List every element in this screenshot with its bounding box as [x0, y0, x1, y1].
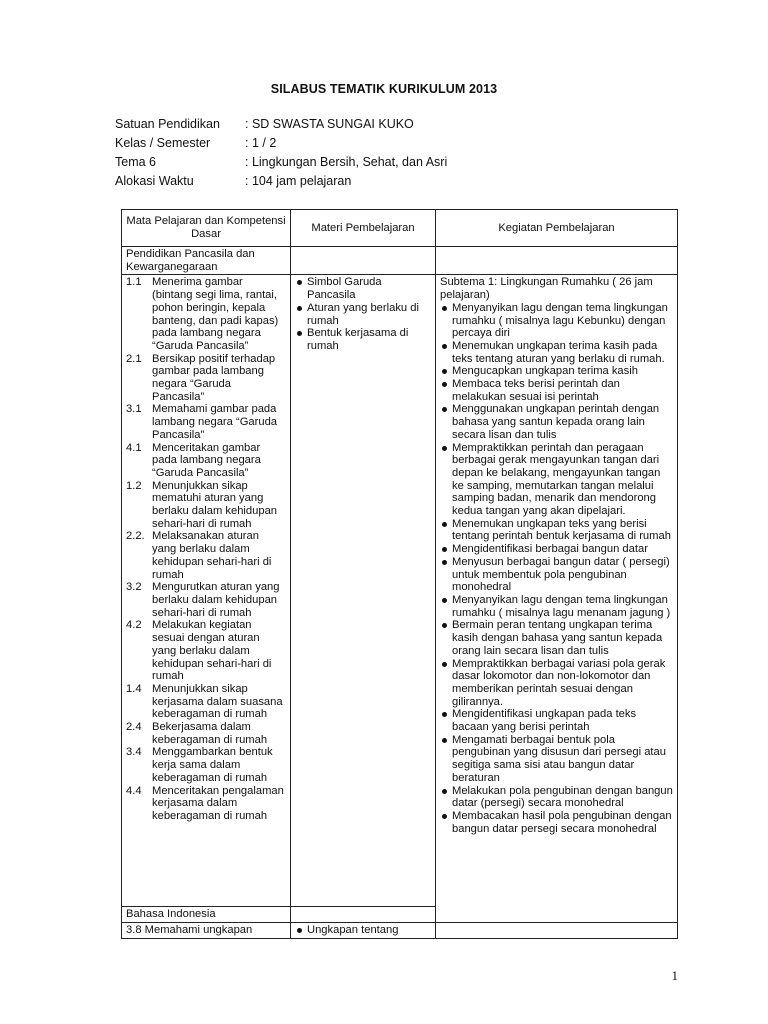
empty-cell	[436, 923, 678, 939]
kegiatan-item: Menyusun berbagai bangun datar ( persegi) untuk membentuk pola pengubinan monohedral	[440, 556, 673, 594]
kd-last-cell: 3.8 Memahami ungkapan	[122, 923, 291, 939]
kegiatan-item: Mengucapkan ungkapan terima kasih	[440, 365, 673, 378]
empty-cell	[436, 247, 678, 275]
kegiatan-item: Melakukan pola pengubinan dengan bangun datar (persegi) secara monohedral	[440, 785, 673, 810]
empty-cell	[291, 907, 436, 923]
meta-row-kelas	[115, 134, 447, 153]
kompetensi-list	[126, 276, 286, 822]
kd-item	[126, 530, 286, 581]
kegiatan-item: Menemukan ungkapan terima kasih pada teks tentang aturan yang berlaku di rumah.	[440, 340, 673, 365]
kd-item	[126, 785, 286, 823]
materi-item: Bentuk kerjasama di rumah	[295, 327, 431, 352]
syllabus-table	[121, 209, 678, 939]
header-kompetensi: Mata Pelajaran dan Kompetensi Dasar	[122, 210, 291, 247]
kd-number: 1.1	[126, 276, 142, 289]
kd-text: Mengurutkan aturan yang berlaku dalam kehidupan sehari-hari di rumah	[152, 581, 280, 619]
kd-number: 3.4	[126, 746, 142, 759]
kd-item	[126, 442, 286, 480]
kd-item	[126, 721, 286, 746]
kd-text: Melaksanakan aturan yang berlaku dalam kehidupan sehari-hari di rumah	[152, 530, 272, 581]
content-row-bahasa	[122, 923, 678, 939]
kegiatan-item: Mempraktikkan perintah dan peragaan berbagai gerak mengayunkan tangan dari depan ke belakang, mengayunkan tangan ke samping, memutarkan tangan melalui samping badan, menarik dan mendorong kedua tangan yang akan dipelajari.	[440, 442, 673, 518]
kd-number: 4.2	[126, 619, 142, 632]
meta-label: Alokasi Waktu	[115, 174, 194, 188]
kd-item	[126, 403, 286, 441]
kd-number: 2.4	[126, 721, 142, 734]
subject-row-ppkn	[122, 247, 678, 275]
kd-item	[126, 276, 286, 352]
kd-text: Bekerjasama dalam keberagaman di rumah	[152, 721, 268, 746]
kegiatan-item: Menggunakan ungkapan perintah dengan bahasa yang santun kepada orang lain secara lisan dan tulis	[440, 403, 673, 441]
kompetensi-cell	[122, 275, 291, 907]
kd-text: Melakukan kegiatan sesuai dengan aturan yang berlaku dalam kehidupan sehari-hari di rumah	[152, 619, 272, 683]
kd-item	[126, 480, 286, 531]
materi-item: Aturan yang berlaku di rumah	[295, 302, 431, 327]
table-header-row	[122, 210, 678, 247]
kegiatan-item: Menyanyikan lagu dengan tema lingkungan rumahku ( misalnya lagu Kebunku) dengan percaya diri	[440, 302, 673, 340]
kd-text: Menunjukkan sikap mematuhi aturan yang berlaku dalam kehidupan sehari-hari di rumah	[152, 479, 278, 530]
meta-value: : 1 / 2	[245, 136, 277, 150]
kegiatan-item: Membacakan hasil pola pengubinan dengan bangun datar persegi secara monohedral	[440, 810, 673, 835]
kd-number: 4.4	[126, 784, 142, 797]
kd-number: 2.1	[126, 352, 142, 365]
meta-row-alokasi	[115, 172, 447, 191]
kd-number: 3.2	[126, 581, 142, 594]
kd-item	[126, 619, 286, 683]
kd-number: 1.2	[126, 479, 142, 492]
kegiatan-item: Mengamati berbagai bentuk pola pengubinan yang disusun dari persegi atau segitiga sama sisi atau bangun datar beraturan	[440, 734, 673, 785]
syllabus-meta	[115, 115, 447, 191]
kd-number: 4.1	[126, 441, 142, 454]
kegiatan-item: Bermain peran tentang ungkapan terima kasih dengan bahasa yang santun kepada orang lain secara lisan dan tulis	[440, 619, 673, 657]
kd-text: Menceritakan pengalaman kerjasama dalam keberagaman di rumah	[152, 784, 284, 822]
materi-item: Ungkapan tentang	[295, 924, 431, 937]
meta-value: : 104 jam pelajaran	[245, 174, 352, 188]
kd-text: Menerima gambar (bintang segi lima, rantai, pohon beringin, kepala banteng, dan padi kapas) pada lambang negara “Garuda Pancasila”	[152, 276, 279, 352]
document-title: SILABUS TEMATIK KURIKULUM 2013	[270, 82, 498, 96]
header-kegiatan: Kegiatan Pembelajaran	[436, 210, 678, 247]
materi-list	[295, 276, 431, 352]
kd-item	[126, 683, 286, 721]
materi-cell	[291, 275, 436, 907]
kd-text: Bersikap positif terhadap gambar pada lambang negara “Garuda Pancasila”	[152, 352, 276, 403]
materi-list	[295, 924, 431, 937]
meta-row-satuan	[115, 115, 447, 134]
meta-label: Kelas / Semester	[115, 136, 211, 150]
kd-number: 1.4	[126, 682, 142, 695]
kd-text: Menceritakan gambar pada lambang negara “Garuda Pancasila”	[152, 441, 261, 479]
kd-text: Memahami gambar pada lambang negara “Garuda Pancasila”	[152, 403, 278, 441]
kegiatan-item: Mengidentifikasi ungkapan pada teks bacaan yang berisi perintah	[440, 708, 673, 733]
kd-item	[126, 746, 286, 784]
kd-number: 3.1	[126, 403, 142, 416]
subject-label: Pendidikan Pancasila dan Kewarganegaraan	[122, 247, 291, 275]
content-row	[122, 275, 678, 907]
meta-row-tema	[115, 153, 447, 172]
meta-value: : SD SWASTA SUNGAI KUKO	[245, 117, 414, 131]
kegiatan-item: Mengidentifikasi berbagai bangun datar	[440, 543, 673, 556]
kd-item	[126, 353, 286, 404]
materi-last-cell	[291, 923, 436, 939]
kegiatan-item: Menemukan ungkapan teks yang berisi tentang perintah bentuk kerjasama di rumah	[440, 518, 673, 543]
kd-number: 2.2.	[126, 530, 145, 543]
meta-label: Tema 6	[115, 155, 156, 169]
kd-item	[126, 581, 286, 619]
subject-label: Bahasa Indonesia	[122, 907, 291, 923]
kd-text: Menggambarkan bentuk kerja sama dalam keberagaman di rumah	[152, 746, 273, 784]
kd-text: Menunjukkan sikap kerjasama dalam suasana keberagaman di rumah	[152, 682, 283, 721]
empty-cell	[291, 247, 436, 275]
header-materi: Materi Pembelajaran	[291, 210, 436, 247]
kegiatan-list	[440, 302, 673, 836]
meta-value: : Lingkungan Bersih, Sehat, dan Asri	[245, 155, 448, 169]
kegiatan-item: Mempraktikkan berbagai variasi pola gerak dasar lokomotor dan non-lokomotor dan memberikan perintah sesuai dengan gilirannya.	[440, 658, 673, 709]
kegiatan-item: Membaca teks berisi perintah dan melakukan sesuai isi perintah	[440, 378, 673, 403]
meta-label: Satuan Pendidikan	[115, 117, 220, 131]
page-number: 1	[671, 968, 678, 983]
materi-item: Simbol Garuda Pancasila	[295, 276, 431, 301]
kegiatan-cell	[436, 275, 678, 923]
kegiatan-item: Menyanyikan lagu dengan tema lingkungan rumahku ( misalnya lagu menanam jagung )	[440, 594, 673, 619]
subtema-heading: Subtema 1: Lingkungan Rumahku ( 26 jam pelajaran)	[440, 276, 653, 302]
